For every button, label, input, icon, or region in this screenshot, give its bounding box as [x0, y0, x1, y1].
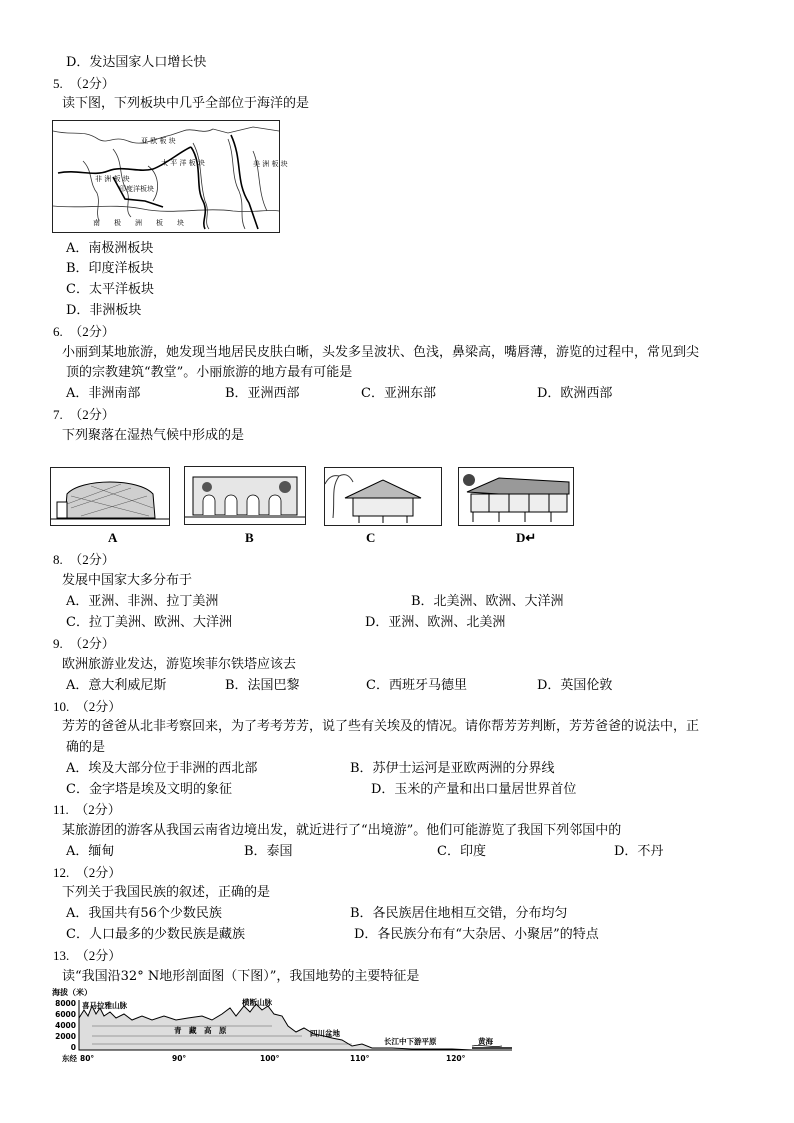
q10-option-c: C．金字塔是埃及文明的象征 [66, 782, 232, 797]
q12-option-b: B．各民族居住地相互交错，分布均匀 [350, 906, 568, 921]
terrain-profile-diagram [52, 986, 522, 1066]
q9-stem: 欧洲旅游业发达，游览埃菲尔铁塔应该去 [62, 657, 297, 672]
settlement-label-d: D↵ [516, 530, 537, 545]
q6-stem-line1: 小丽到某地旅游，她发现当地居民皮肤白晰，头发多呈波状、色浅，鼻梁高，嘴唇薄，游览的过程中，常见到尖 [62, 345, 700, 360]
y-axis-title: 海拔（米） [52, 988, 92, 997]
q5-option-b: B．印度洋板块 [66, 261, 154, 276]
label-sichuan-basin: 四川盆地 [310, 1029, 340, 1038]
q8-option-c: C．拉丁美洲、欧洲、大洋洲 [66, 615, 232, 630]
plate-tectonics-map [52, 120, 288, 233]
y-tick-0: 0 [70, 1043, 76, 1052]
q8-option-d: D．亚洲、欧洲、北美洲 [365, 615, 506, 630]
x-axis-prefix: 东经 [62, 1054, 77, 1063]
q8-option-b: B．北美洲、欧洲、大洋洲 [411, 594, 564, 609]
y-tick-4000: 4000 [55, 1021, 76, 1030]
settlement-image-c [324, 467, 442, 526]
q10-stem-line2: 确的是 [66, 740, 106, 755]
y-tick-2000: 2000 [55, 1032, 76, 1041]
q10-option-d: D．玉米的产量和出口量居世界首位 [371, 782, 577, 797]
x-tick-120: 120° [446, 1054, 466, 1063]
q6-header: 6. （2分） [53, 324, 115, 339]
q6-stem-line2: 顶的宗教建筑“教堂”。小丽旅游的地方最有可能是 [66, 365, 353, 380]
q10-header: 10. （2分） [53, 699, 122, 714]
q11-option-a: A．缅甸 [66, 844, 115, 859]
q12-option-a: A．我国共有56个少数民族 [66, 906, 222, 921]
q5-stem: 读下图，下列板块中几乎全部位于海洋的是 [62, 96, 310, 111]
x-tick-110: 110° [350, 1054, 370, 1063]
label-eurasian: 亚 欧 板 块 [141, 137, 176, 145]
label-yangtze-plain: 长江中下游平原 [384, 1037, 437, 1046]
x-tick-80: 80° [80, 1054, 95, 1063]
label-pacific: 太 平 洋 板 块 [161, 159, 205, 167]
q8-header: 8. （2分） [53, 552, 115, 567]
settlement-label-a: A [108, 530, 118, 545]
settlement-label-b: B [245, 530, 254, 545]
q9-header: 9. （2分） [53, 636, 115, 651]
q10-option-b: B．苏伊士运河是亚欧两洲的分界线 [350, 761, 555, 776]
label-indian: 印度洋板块 [119, 185, 154, 193]
label-qinghai-tibet-plateau: 青 藏 高 原 [174, 1026, 227, 1035]
settlement-image-d [458, 467, 574, 526]
y-tick-8000: 8000 [55, 999, 76, 1008]
y-tick-6000: 6000 [55, 1010, 76, 1019]
label-himalaya: 喜马拉雅山脉 [82, 1001, 127, 1010]
q5-option-a: A．南极洲板块 [66, 241, 154, 256]
q8-stem: 发展中国家大多分布于 [62, 573, 193, 588]
q10-option-a: A．埃及大部分位于非洲的西北部 [66, 761, 258, 776]
q4-option-d: D．发达国家人口增长快 [66, 55, 207, 70]
label-hengduan: 横断山脉 [242, 998, 272, 1007]
q11-option-c: C．印度 [437, 844, 486, 859]
q5-option-d: D．非洲板块 [66, 303, 142, 318]
q7-header: 7. （2分） [53, 407, 115, 422]
q13-header: 13. （2分） [53, 948, 122, 963]
x-tick-90: 90° [172, 1054, 187, 1063]
q9-option-c: C．西班牙马德里 [366, 678, 467, 693]
q9-option-a: A．意大利威尼斯 [66, 678, 167, 693]
q13-stem: 读“我国沿32° N地形剖面图（下图）”，我国地势的主要特征是 [62, 969, 420, 984]
q5-header: 5. （2分） [53, 76, 115, 91]
q6-option-d: D．欧洲西部 [537, 386, 613, 401]
settlement-label-c: C [366, 530, 376, 545]
q12-option-d: D．各民族分布有“大杂居、小聚居”的特点 [354, 927, 599, 942]
q12-header: 12. （2分） [53, 865, 122, 880]
q11-header: 11. （2分） [53, 802, 121, 817]
label-african: 非 洲 板 块 [95, 175, 130, 183]
q6-option-a: A．非洲南部 [66, 386, 141, 401]
label-american: 美 洲 板 块 [253, 160, 288, 168]
q10-stem-line1: 芳芳的爸爸从北非考察回来，为了考考芳芳，说了些有关埃及的情况。请你帮芳芳判断，芳芳爸爸的说法中，正 [62, 719, 700, 734]
q12-stem: 下列关于我国民族的叙述，正确的是 [62, 885, 271, 900]
x-tick-100: 100° [260, 1054, 280, 1063]
q9-option-b: B．法国巴黎 [225, 678, 300, 693]
q6-option-b: B．亚洲西部 [225, 386, 300, 401]
label-yellow-sea: 黄海 [478, 1037, 493, 1046]
q6-option-c: C．亚洲东部 [361, 386, 436, 401]
label-antarctic: 南 极 洲 板 块 [93, 219, 184, 227]
q11-option-d: D．不丹 [614, 844, 664, 859]
q9-option-d: D．英国伦敦 [537, 678, 613, 693]
q11-stem: 某旅游团的游客从我国云南省边境出发，就近进行了“出境游”。他们可能游览了我国下列邻国中的 [62, 823, 622, 838]
settlement-image-b [184, 466, 306, 525]
q8-option-a: A．亚洲、非洲、拉丁美洲 [66, 594, 219, 609]
q5-option-c: C．太平洋板块 [66, 282, 154, 297]
q12-option-c: C．人口最多的少数民族是藏族 [66, 927, 245, 942]
q11-option-b: B．泰国 [244, 844, 293, 859]
settlement-image-a [50, 467, 170, 526]
q7-stem: 下列聚落在湿热气候中形成的是 [62, 428, 245, 443]
